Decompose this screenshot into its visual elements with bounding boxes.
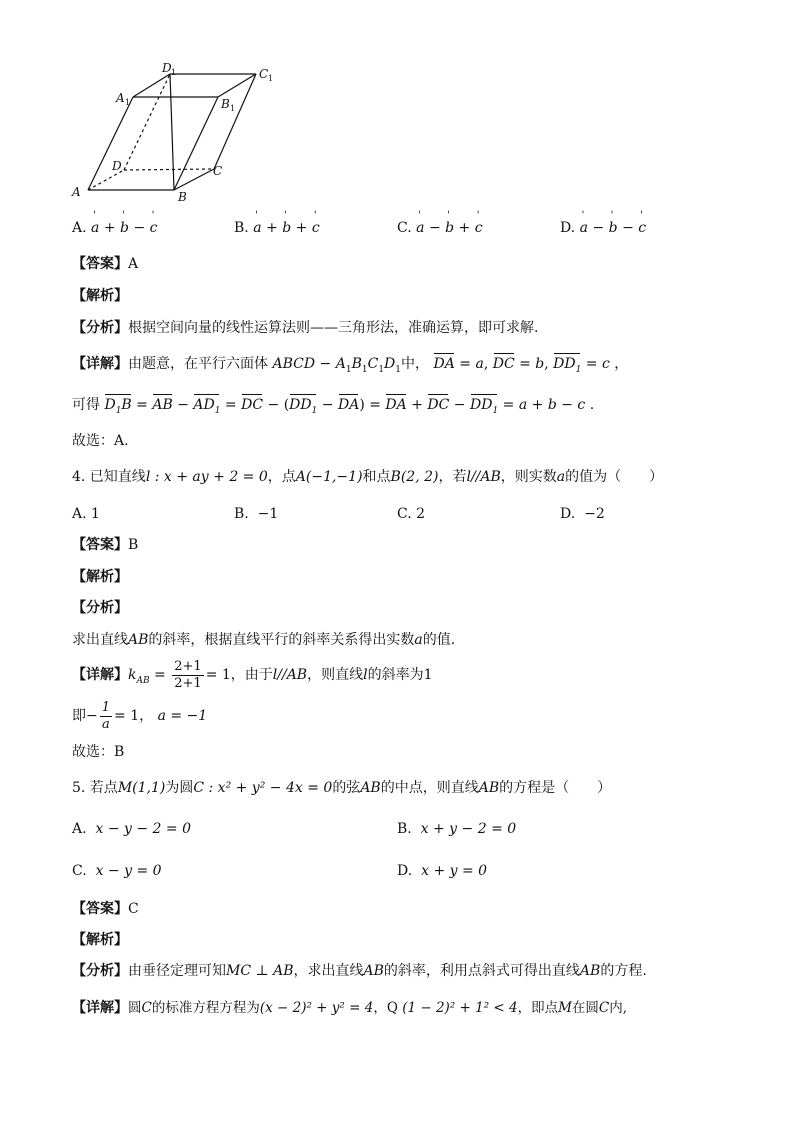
q3-fenxi: 【分析】根据空间向量的线性运算法则——三角形法，准确运算，即可求解. <box>72 320 539 336</box>
label-c1: C <box>259 67 269 81</box>
q3-option-d[interactable]: D. ' a − ' b − ' c <box>560 218 646 238</box>
q3-option-c[interactable]: C. ' a − ' b + ' c <box>397 218 483 238</box>
q5-option-b[interactable]: B. x + y − 2 = 0 <box>397 821 517 837</box>
q4-answer: 【答案】B <box>72 537 139 553</box>
q4-fenxi: 求出直线AB的斜率，根据直线平行的斜率关系得出实数a的值. <box>72 632 456 648</box>
q3-answer: 【答案】A <box>72 256 139 272</box>
label-d: D <box>112 159 122 173</box>
label-d1: D <box>162 61 172 75</box>
q5-answer: 【答案】C <box>72 901 139 917</box>
q5-xiangjie: 【详解】圆C的标准方程方程为(x − 2)² + y² = 4，Q (1 − 2)² + 1² < 4，即点M在圆C内, <box>72 1000 628 1016</box>
q5-option-d[interactable]: D. x + y = 0 <box>397 863 488 879</box>
q4-guxuan: 故选：B <box>72 744 125 760</box>
q4-jiexi: 【解析】 <box>72 569 128 585</box>
q5-option-a[interactable]: A. x − y − 2 = 0 <box>72 821 191 837</box>
q3-option-b[interactable]: B. ' a + ' b + ' c <box>234 218 320 238</box>
label-a1: A <box>116 91 125 105</box>
q4-fenxi-tag: 【分析】 <box>72 600 128 616</box>
q5-option-c[interactable]: C. x − y = 0 <box>72 863 162 879</box>
label-a: A <box>72 185 81 199</box>
q4-xiangjie: 【详解】$k_{AB}$ = $\frac{2+1}{2+1}$ = 1，由于l//AB，则直线l的斜率为1 <box>72 658 433 691</box>
q4-option-c[interactable]: C. 2 <box>397 506 426 522</box>
edge-a1d1 <box>133 74 170 97</box>
edge-cc1 <box>214 74 256 169</box>
q4-option-d[interactable]: D. −2 <box>560 506 605 522</box>
label-c: C <box>213 164 223 178</box>
edge-dc <box>124 169 214 170</box>
q3-xiangjie: 【详解】由题意，在平行六面体 ABCD − $A_1B_1C_1D_1$中， DA = a, DC = b, $DD_1 = c$ ， <box>72 354 628 380</box>
edge-bb1 <box>174 97 218 190</box>
sub-c1: 1 <box>268 74 274 83</box>
edge-aa1 <box>88 97 133 190</box>
label-b1: B <box>221 97 230 111</box>
q5-stem: 5. 若点M(1,1)为圆C : x² + y² − 4x = 0的弦AB的中点，则直线AB的方程是（ ） <box>72 780 612 796</box>
q4-option-a[interactable]: A. 1 <box>72 506 100 522</box>
diagonal-d1b <box>170 74 174 190</box>
q5-jiexi: 【解析】 <box>72 932 128 948</box>
q3-derivation: 可得 $D_1B$ = AB − $AD_1$ = DC − $(DD_1 - DA)$ = DA + DC − $DD_1 = a + b - c$ . <box>72 395 594 421</box>
q5-fenxi: 【分析】由垂径定理可知MC ⊥ AB，求出直线AB的斜率，利用点斜式可得出直线AB的方程. <box>72 963 647 979</box>
parallelepiped-diagram <box>66 58 286 208</box>
sub-d1: 1 <box>171 68 177 77</box>
sub-a1: 1 <box>125 98 131 107</box>
parallelepiped-figure <box>66 58 286 212</box>
label-b: B <box>178 190 187 204</box>
q3-option-a[interactable]: A. ' a + ' b − ' c <box>72 218 157 238</box>
edge-bc <box>174 169 214 190</box>
sub-b1: 1 <box>230 104 236 113</box>
q3-jiexi: 【解析】 <box>72 288 128 304</box>
q4-ji: 即− $\frac{1}{a}$ = 1， a = −1 <box>72 699 208 732</box>
q3-guxuan: 故选：A. <box>72 433 129 449</box>
q4-stem: 4. 已知直线l : x + ay + 2 = 0，点A(−1,−1)和点B(2, 2)，若l//AB，则实数a的值为（ ） <box>72 469 664 485</box>
q4-option-b[interactable]: B. −1 <box>234 506 279 522</box>
